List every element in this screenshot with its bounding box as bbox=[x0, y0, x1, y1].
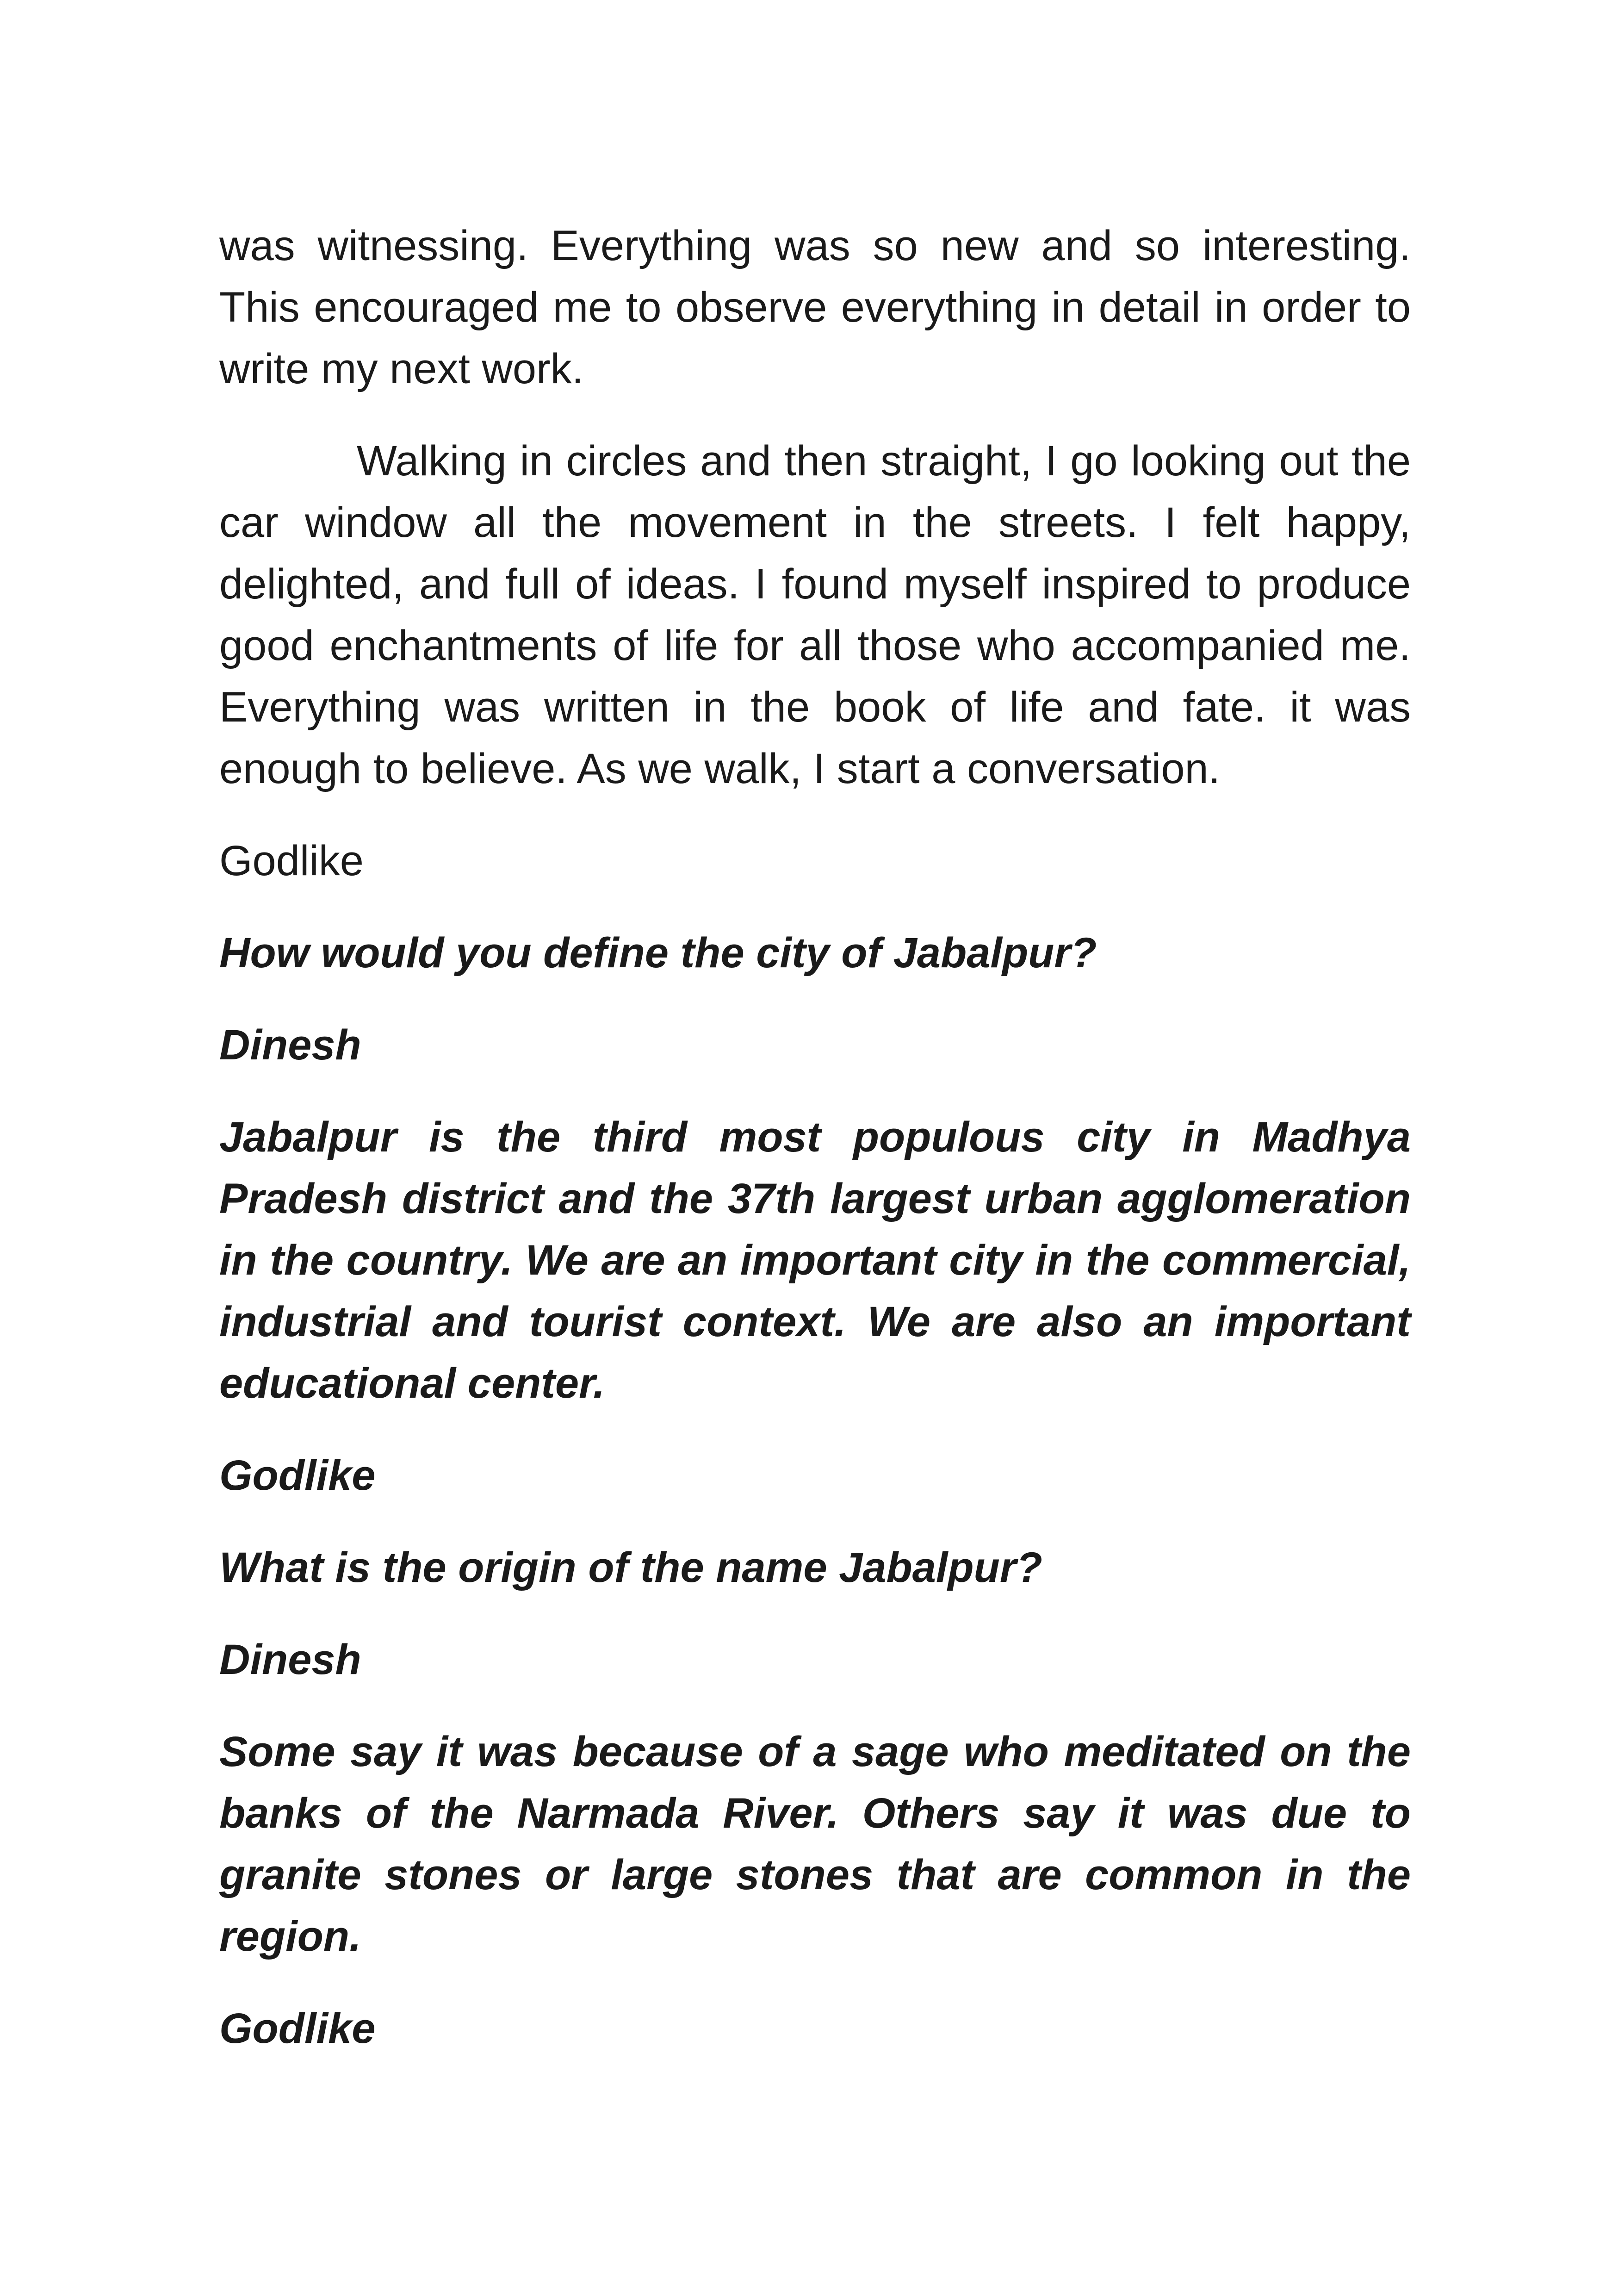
paragraph-walking: Walking in circles and then straight, I go looking out the car window all the movement in the streets. I felt happy, delighted, and full of ideas. I found myself inspired to produce good enchantments of life for all those who accompanied me. Everything was written in the book of life and fate. it was enough to believe. As we walk, I start a conversation. bbox=[219, 437, 1411, 792]
page-body bbox=[219, 215, 1411, 2090]
paragraph-continuation: was witnessing. Everything was so new and so interesting. This encouraged me to observe everything in detail in order to write my next work. bbox=[219, 222, 1411, 392]
speaker-label-godlike: Godlike bbox=[219, 2005, 376, 2052]
speaker-label-dinesh: Dinesh bbox=[219, 1636, 361, 1683]
question-name-origin: What is the origin of the name Jabalpur? bbox=[219, 1544, 1042, 1591]
speaker-label-dinesh: Dinesh bbox=[219, 1021, 361, 1069]
answer-define-city: Jabalpur is the third most populous city in Madhya Pradesh district and the 37th largest urban agglomeration in the country. We are an important city in the commercial, industrial and tourist context. We are also an important educational center. bbox=[219, 1114, 1411, 1407]
answer-name-origin: Some say it was because of a sage who meditated on the banks of the Narmada River. Others say it was due to granite stones or large stones that are common in the region. bbox=[219, 1728, 1411, 1960]
speaker-label-godlike: Godlike bbox=[219, 1452, 376, 1499]
speaker-label-godlike: Godlike bbox=[219, 837, 364, 884]
question-define-city: How would you define the city of Jabalpur? bbox=[219, 929, 1097, 977]
